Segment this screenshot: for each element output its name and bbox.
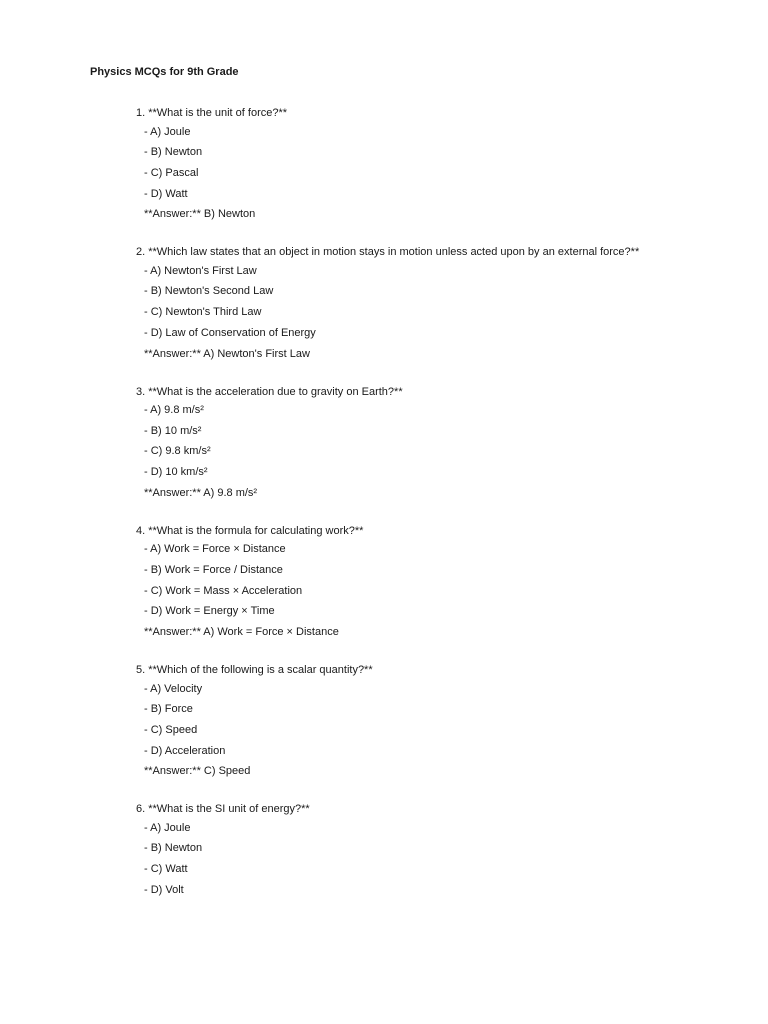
answer-option: - C) Work = Mass × Acceleration bbox=[144, 584, 303, 597]
question-text: 6. **What is the SI unit of energy?** bbox=[136, 803, 310, 816]
question-text: 4. **What is the formula for calculating work?** bbox=[136, 524, 364, 537]
answer-option: - A) Joule bbox=[144, 821, 191, 834]
document-title: Physics MCQs for 9th Grade bbox=[90, 66, 239, 78]
answer-option: - B) Newton bbox=[144, 146, 203, 159]
answer-option: - C) 9.8 km/s² bbox=[144, 445, 211, 458]
answer-option: - B) Force bbox=[144, 703, 193, 716]
answer-option: - D) Volt bbox=[144, 883, 184, 896]
question-text: 3. **What is the acceleration due to gravity on Earth?** bbox=[136, 385, 403, 398]
answer-option: - B) 10 m/s² bbox=[144, 424, 202, 437]
answer-option: - B) Work = Force / Distance bbox=[144, 563, 283, 576]
answer-option: - D) 10 km/s² bbox=[144, 466, 208, 479]
correct-answer: **Answer:** C) Speed bbox=[144, 765, 251, 778]
answer-option: - A) Joule bbox=[144, 125, 191, 138]
question-item bbox=[136, 107, 686, 221]
correct-answer: **Answer:** A) Newton's First Law bbox=[144, 347, 310, 360]
question-item bbox=[136, 664, 686, 778]
correct-answer: **Answer:** A) 9.8 m/s² bbox=[144, 486, 258, 499]
question-item bbox=[136, 525, 686, 639]
answer-option: - A) Newton's First Law bbox=[144, 264, 257, 277]
answer-option: - D) Watt bbox=[144, 187, 188, 200]
answer-option: - C) Speed bbox=[144, 723, 198, 736]
answer-option: - C) Pascal bbox=[144, 166, 199, 179]
answer-option: - A) Work = Force × Distance bbox=[144, 543, 286, 556]
answer-option: - A) 9.8 m/s² bbox=[144, 404, 204, 416]
question-list bbox=[136, 107, 686, 922]
answer-option: - D) Law of Conservation of Energy bbox=[144, 326, 316, 339]
answer-option: - C) Newton's Third Law bbox=[144, 306, 262, 319]
answer-option: - B) Newton's Second Law bbox=[144, 285, 274, 298]
question-item bbox=[136, 386, 686, 500]
correct-answer: **Answer:** B) Newton bbox=[144, 208, 256, 221]
correct-answer: **Answer:** A) Work = Force × Distance bbox=[144, 626, 339, 638]
question-text: 5. **Which of the following is a scalar quantity?** bbox=[136, 664, 373, 676]
answer-option: - B) Newton bbox=[144, 842, 203, 855]
answer-option: - D) Acceleration bbox=[144, 744, 226, 757]
question-item bbox=[136, 803, 686, 897]
answer-option: - D) Work = Energy × Time bbox=[144, 605, 275, 618]
answer-option: - A) Velocity bbox=[144, 682, 203, 695]
answer-option: - C) Watt bbox=[144, 863, 188, 876]
question-item bbox=[136, 246, 686, 360]
question-text: 1. **What is the unit of force?** bbox=[136, 107, 288, 119]
question-text: 2. **Which law states that an object in motion stays in motion unless acted upon by an external force?** bbox=[136, 246, 640, 259]
